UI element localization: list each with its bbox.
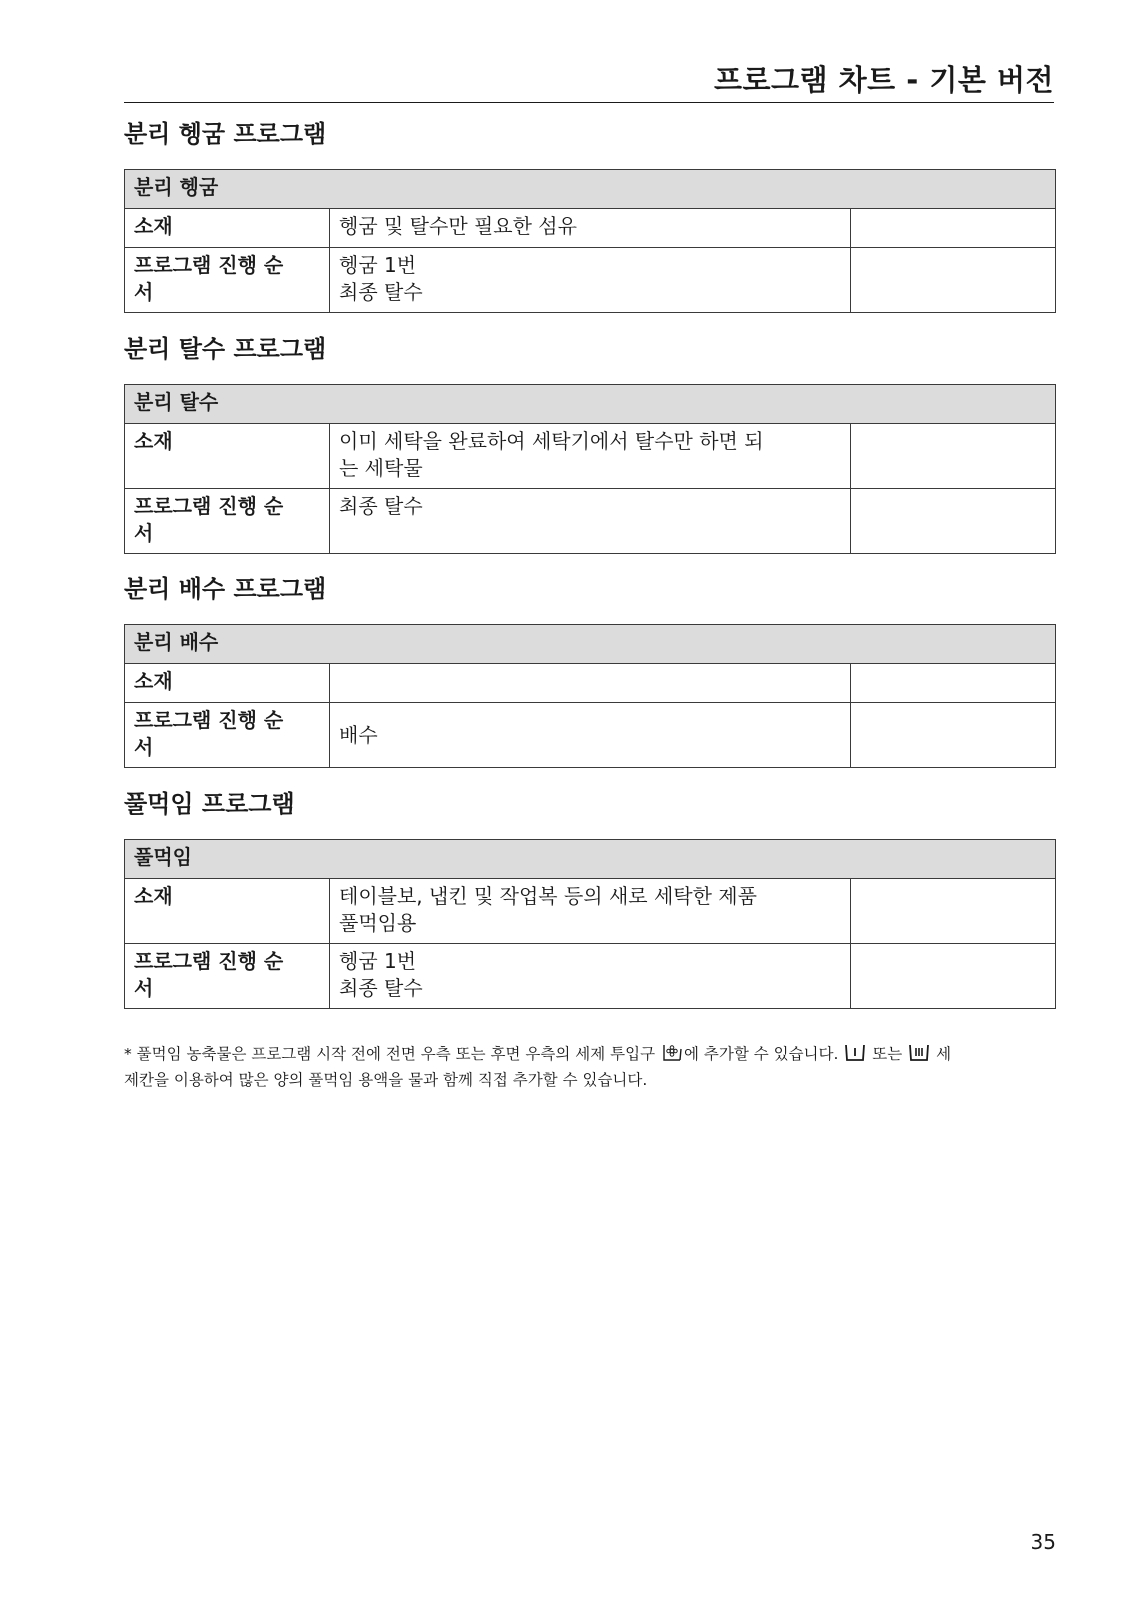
material-value <box>330 664 851 703</box>
table-row <box>125 703 1056 768</box>
footnote <box>124 1043 1054 1092</box>
section-heading: 분리 헹굼 프로그램 <box>124 120 327 148</box>
material-label: 소재 <box>125 879 330 944</box>
page-header <box>124 58 1054 103</box>
material-label: 소재 <box>125 209 330 248</box>
table-row <box>125 879 1056 944</box>
table-row <box>125 489 1056 554</box>
table-header-row <box>125 840 1056 879</box>
section-separate-rinse <box>124 116 1055 313</box>
table-row <box>125 424 1056 489</box>
table-row <box>125 944 1056 1009</box>
table-header-row <box>125 170 1056 209</box>
table-header-row <box>125 385 1056 424</box>
sequence-label: 프로그램 진행 순 서 <box>125 703 330 768</box>
section-heading: 분리 탈수 프로그램 <box>124 335 327 363</box>
section-heading: 풀먹임 프로그램 <box>124 790 295 818</box>
table-title: 분리 탈수 <box>125 385 330 424</box>
main-wash-compartment-icon <box>908 1044 930 1069</box>
section-separate-spin <box>124 331 1055 554</box>
program-table <box>124 624 1056 768</box>
sequence-label: 프로그램 진행 순 서 <box>125 944 330 1009</box>
page-number: 35 <box>1030 1530 1056 1554</box>
material-value: 테이블보, 냅킨 및 작업복 등의 새로 세탁한 제품 풀먹임용 <box>330 879 851 944</box>
program-table <box>124 169 1056 313</box>
material-value: 이미 세탁을 완료하여 세탁기에서 탈수만 하면 되 는 세탁물 <box>330 424 851 489</box>
softener-flower-icon <box>661 1044 683 1069</box>
table-title: 분리 헹굼 <box>125 170 330 209</box>
material-label: 소재 <box>125 664 330 703</box>
prewash-compartment-icon <box>844 1044 866 1069</box>
section-separate-drain <box>124 571 1055 768</box>
table-header-row <box>125 625 1056 664</box>
footnote-line-1: * 풀먹임 농축물은 프로그램 시작 전에 전면 우측 또는 후면 우측의 세제 투입구 에 추가할 수 있습니다. 또는 세 <box>124 1043 1054 1069</box>
footnote-line-2: 제칸을 이용하여 많은 양의 풀먹임 용액을 물과 함께 직접 추가할 수 있습니다. <box>124 1071 648 1089</box>
material-label: 소재 <box>125 424 330 489</box>
table-title: 분리 배수 <box>125 625 330 664</box>
sequence-value: 헹굼 1번 최종 탈수 <box>330 944 851 1009</box>
section-heading: 분리 배수 프로그램 <box>124 575 327 603</box>
sequence-value: 최종 탈수 <box>330 489 851 554</box>
sequence-label: 프로그램 진행 순 서 <box>125 489 330 554</box>
page-title: 프로그램 차트 - 기본 버전 <box>713 63 1054 97</box>
program-table <box>124 839 1056 1009</box>
sequence-label: 프로그램 진행 순 서 <box>125 248 330 313</box>
program-table <box>124 384 1056 554</box>
material-value: 헹굼 및 탈수만 필요한 섬유 <box>330 209 851 248</box>
table-row <box>125 664 1056 703</box>
table-row <box>125 248 1056 313</box>
section-starch <box>124 786 1055 1009</box>
sequence-value: 배수 <box>330 703 851 768</box>
table-row <box>125 209 1056 248</box>
sequence-value: 헹굼 1번 최종 탈수 <box>330 248 851 313</box>
table-title: 풀먹임 <box>125 840 330 879</box>
